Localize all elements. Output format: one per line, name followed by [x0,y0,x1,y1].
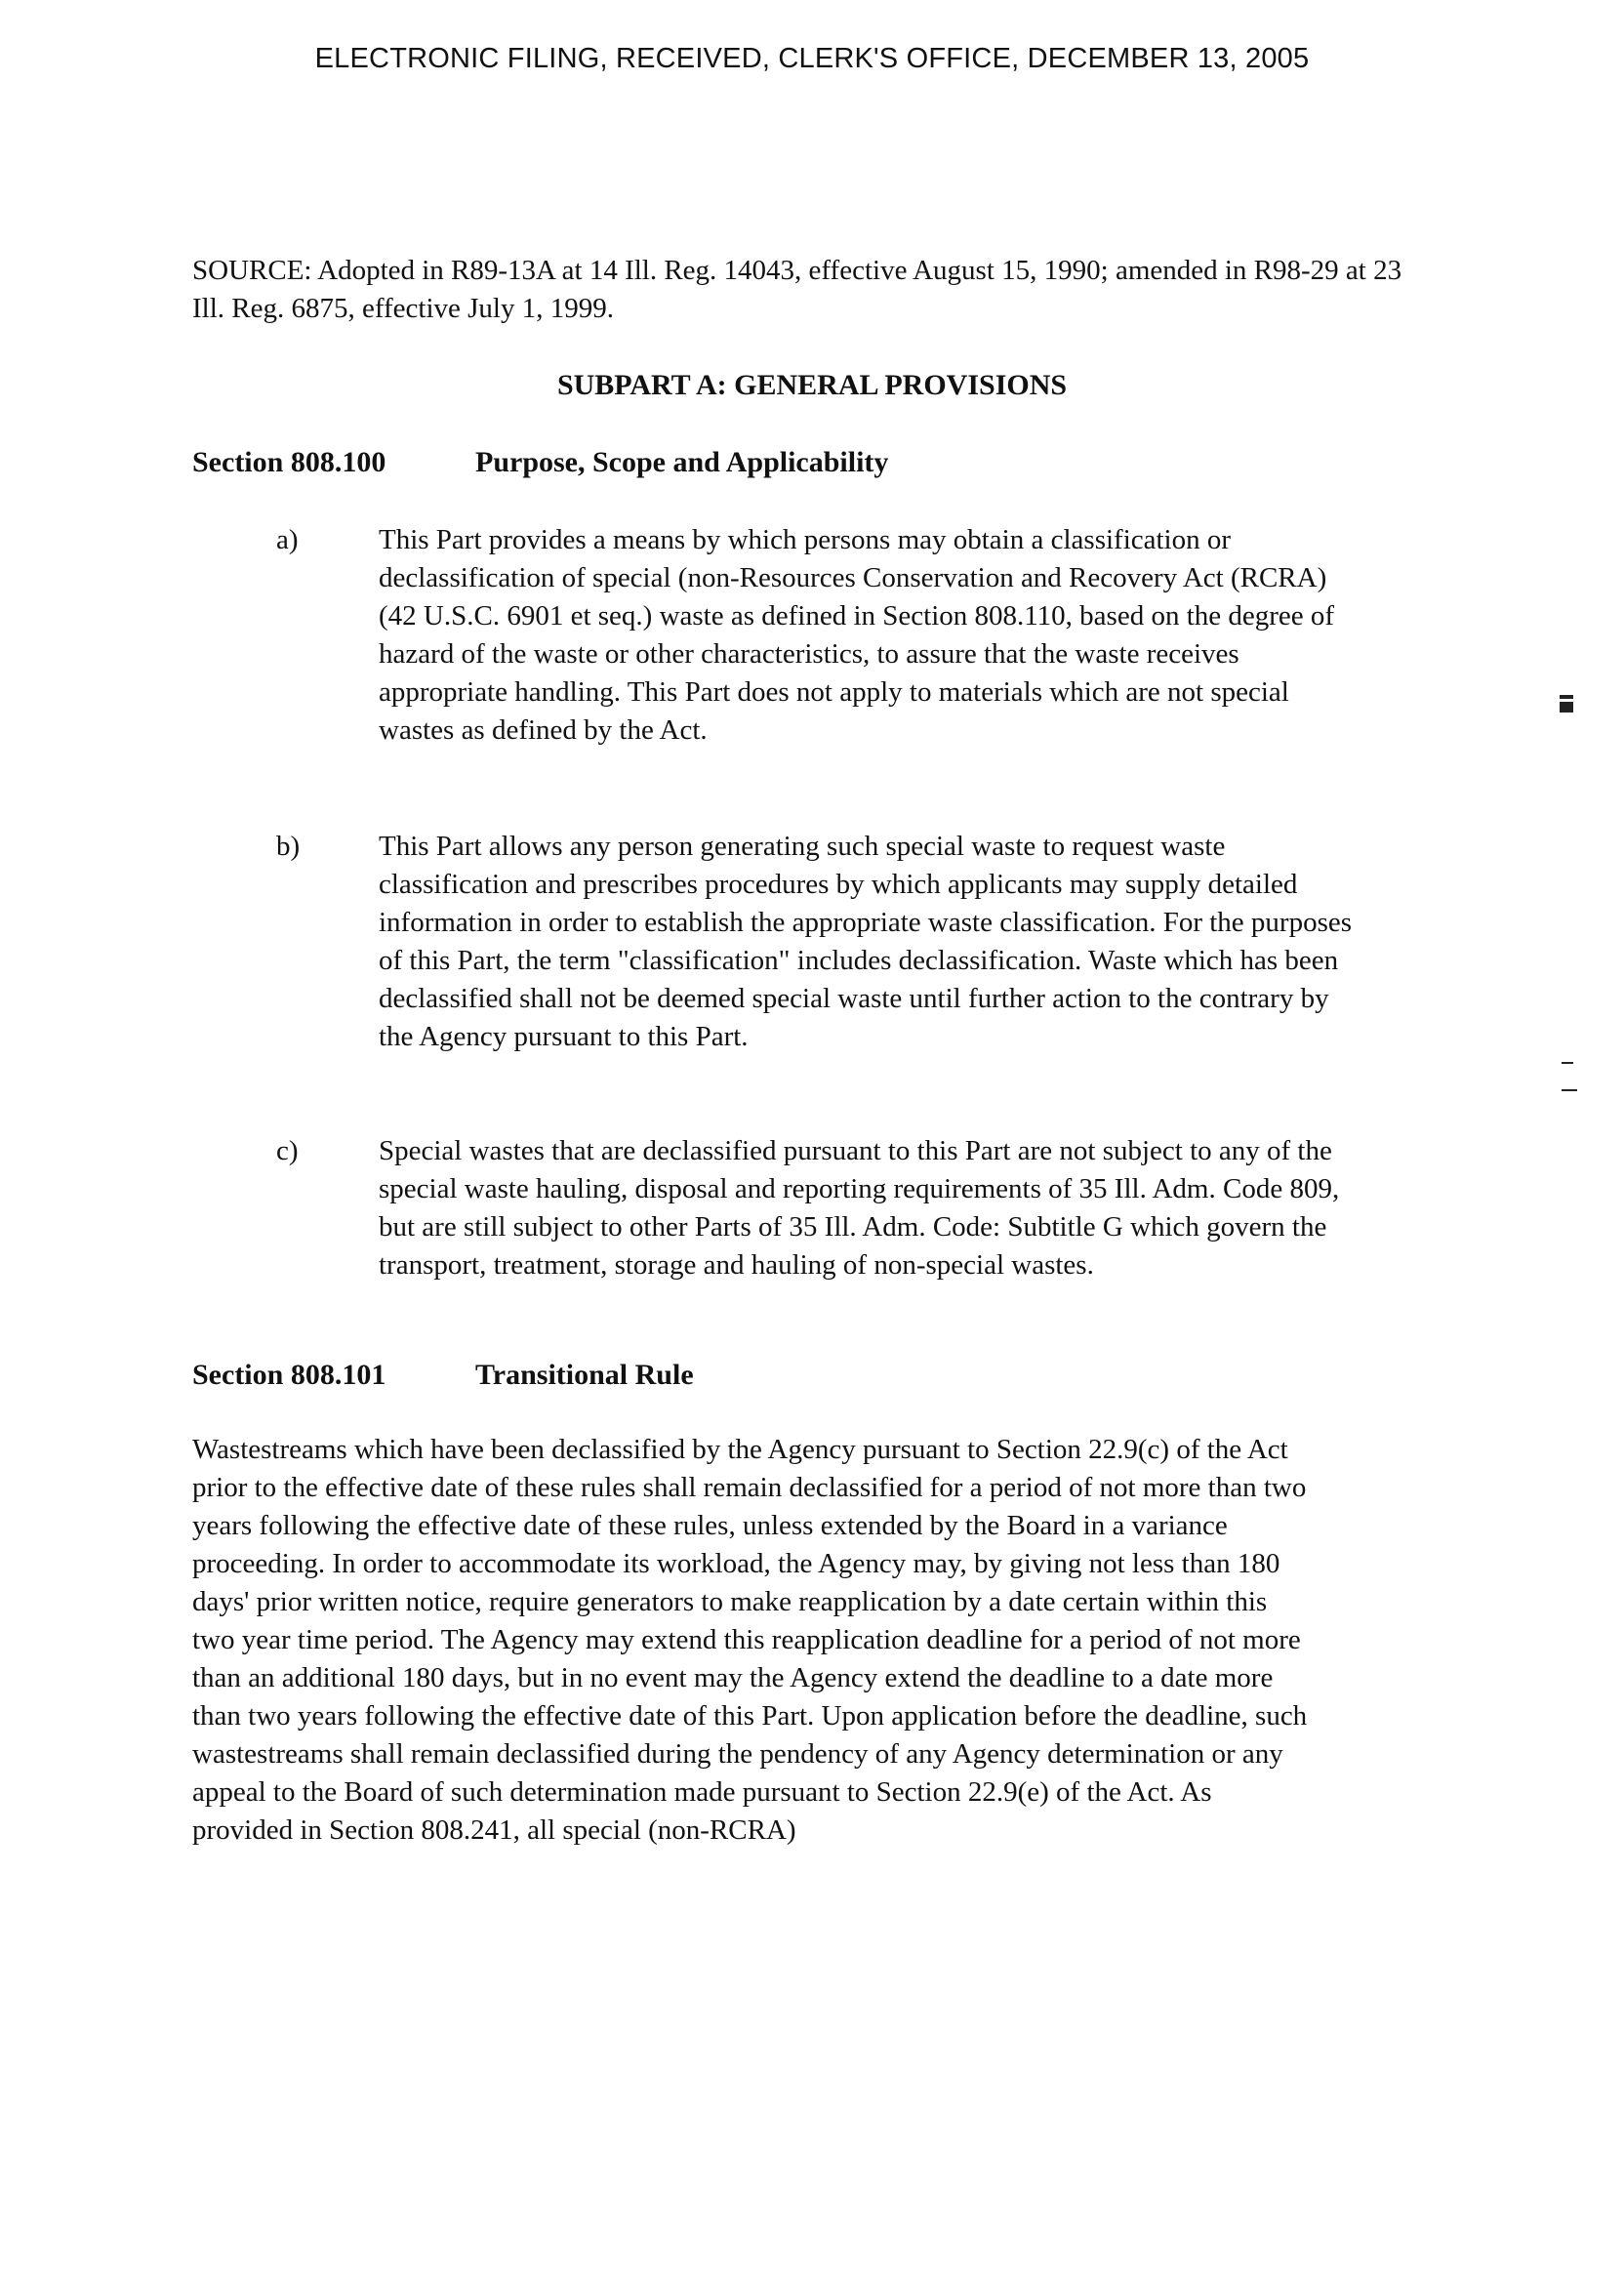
list-item-text: This Part allows any person generating such special waste to request waste classification and prescribes procedures by which applicants may supply detailed information in order to establish the appropriate waste classification. For the purposes of this Part, the term "classification" includes declassification. Waste which has been declassified shall not be deemed special waste until further action to the contrary by the Agency pursuant to this Part. [379,831,1353,1052]
list-item-text: This Part provides a means by which persons may obtain a classification or declassification of special (non-Resources Conservation and Recovery Act (RCRA) (42 U.S.C. 6901 et seq.) waste as defined in Section 808.110, based on the degree of hazard of the waste or other characteristics, to assure that the waste receives appropriate handling. This Part does not apply to materials which are not special wastes as defined by the Act. [379,524,1335,746]
section-number: Section 808.100 [192,446,386,478]
subpart-title: SUBPART A: GENERAL PROVISIONS [556,369,1068,401]
section-title: Purpose, Scope and Applicability [475,446,889,478]
transitional-rule-paragraph: Wastestreams which have been declassified by the Agency pursuant to Section 22.9(c) of the Act prior to the effective date of these rules shall remain declassified for a period of not more than two years following the effective date of these rules, unless extended by the Board in a variance proceeding. In order to accommodate its workload, the Agency may, by giving not less than 180 days' prior written notice, require generators to make reapplication by a date certain within this two year time period. The Agency may extend this reapplication deadline for a period of not more than an additional 180 days, but in no event may the Agency extend the deadline to a date more than two years following the effective date of this Part. Upon application before the deadline, such wastestreams shall remain declassified during the pendency of any Agency determination or any appeal to the Board of such determination made pursuant to Section 22.9(e) of the Act. As provided in Section 808.241, all special (non-RCRA) [192,1434,1308,1846]
section-808-101-heading [192,1356,694,1394]
scan-artifact-mark [1560,695,1573,699]
section-number: Section 808.101 [192,1359,386,1391]
section-808-100-heading [192,443,888,481]
section-title: Transitional Rule [475,1359,694,1391]
list-marker: a) [276,524,299,555]
list-marker: b) [276,831,301,862]
source-note: SOURCE: Adopted in R89-13A at 14 Ill. Reg. 14043, effective August 15, 1990; amended in R98-29 at 23 Ill. Reg. 6875, effective July 1, 1999. [192,255,1402,324]
scan-artifact-mark [1560,702,1573,713]
list-item-text: Special wastes that are declassified pursuant to this Part are not subject to any of the special waste hauling, disposal and reporting requirements of 35 Ill. Adm. Code 809, but are still subject to other Parts of 35 Ill. Adm. Code: Subtitle G which govern the transport, treatment, storage and hauling of non-special wastes. [379,1135,1340,1281]
filing-stamp-header: ELECTRONIC FILING, RECEIVED, CLERK'S OFFICE, DECEMBER 13, 2005 [314,43,1310,74]
scan-artifact-mark [1562,1089,1577,1091]
scan-artifact-mark [1562,1062,1573,1064]
list-marker: c) [276,1135,299,1166]
